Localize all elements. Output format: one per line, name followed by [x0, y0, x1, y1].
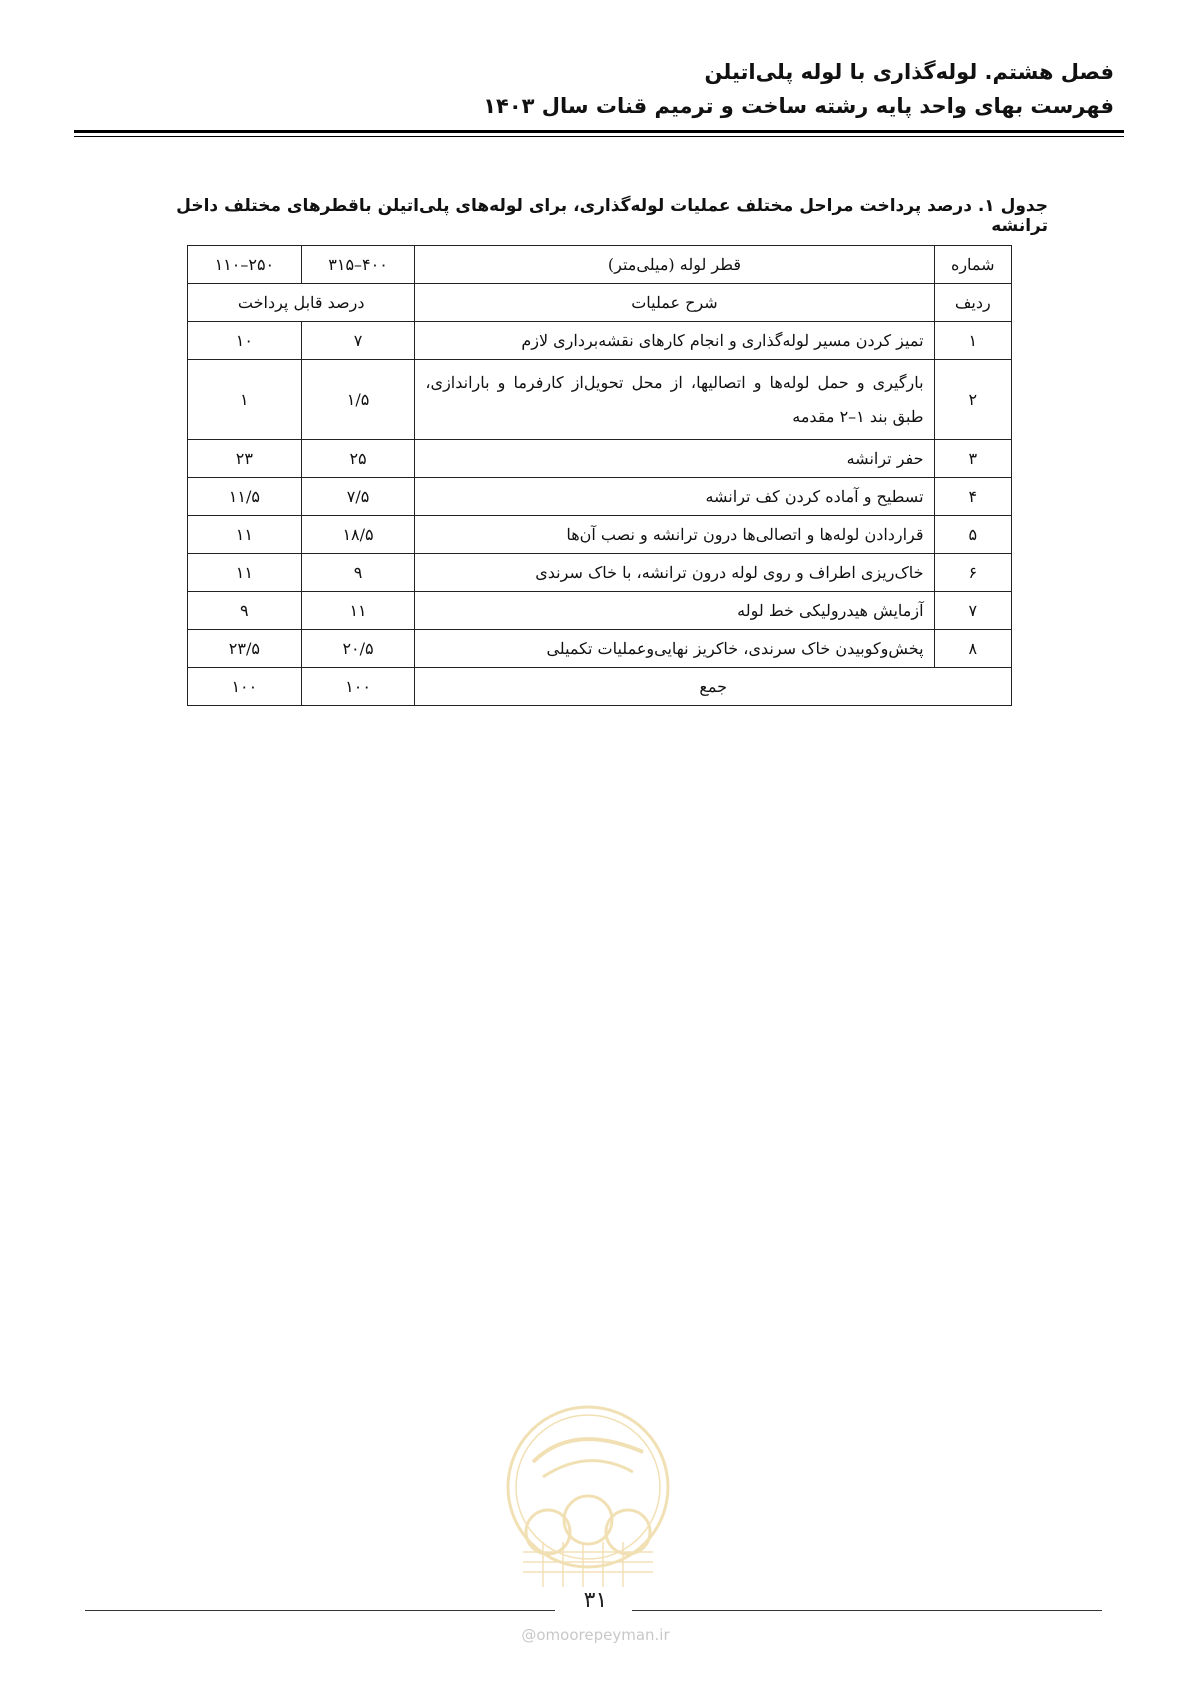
row-value-b: ۱: [188, 360, 302, 440]
total-value-a: ۱۰۰: [301, 668, 415, 706]
row-value-b: ۲۳/۵: [188, 630, 302, 668]
row-description: حفر ترانشه: [415, 440, 934, 478]
row-value-b: ۲۳: [188, 440, 302, 478]
header-operation: شرح عملیات: [415, 284, 934, 322]
row-value-b: ۱۰: [188, 322, 302, 360]
row-description: تسطیح و آماده کردن کف ترانشه: [415, 478, 934, 516]
row-number: ۵: [934, 516, 1011, 554]
header-diameter: قطر لوله (میلی‌متر): [415, 246, 934, 284]
header-col-a: ۴۰۰–۳۱۵: [301, 246, 415, 284]
row-value-a: ۷/۵: [301, 478, 415, 516]
row-description: بارگیری و حمل لوله‌ها و اتصالیها، از محل تحویل‌از کارفرما و باراندازی، طبق بند ۱–۲ مقدمه: [415, 360, 934, 440]
row-description: آزمایش هیدرولیکی خط لوله: [415, 592, 934, 630]
row-number: ۴: [934, 478, 1011, 516]
row-description: پخش‌وکوبیدن خاک سرندی، خاکریز نهایی‌وعملیات تکمیلی: [415, 630, 934, 668]
row-value-a: ۹: [301, 554, 415, 592]
row-value-a: ۲۰/۵: [301, 630, 415, 668]
table-row: [188, 360, 1012, 440]
table-row: [188, 554, 1012, 592]
row-value-b: ۱۱: [188, 516, 302, 554]
row-description: قراردادن لوله‌ها و اتصالی‌ها درون ترانشه و نصب آن‌ها: [415, 516, 934, 554]
header-row-number: شماره: [934, 246, 1011, 284]
document-subtitle: فهرست بهای واحد پایه رشته ساخت و ترمیم قنات سال ۱۴۰۳: [483, 94, 1114, 118]
row-value-b: ۹: [188, 592, 302, 630]
row-value-a: ۱۱: [301, 592, 415, 630]
header-rule-thin: [74, 136, 1124, 137]
total-label: جمع: [415, 668, 1012, 706]
table-header-row: [188, 246, 1012, 284]
table-row: [188, 592, 1012, 630]
omoore-peyman-logo-watermark: [503, 1402, 673, 1602]
table-row: [188, 322, 1012, 360]
row-value-a: ۱/۵: [301, 360, 415, 440]
site-watermark: @omoorepeyman.ir: [521, 1626, 670, 1644]
header-rule-thick: [74, 130, 1124, 133]
row-number: ۳: [934, 440, 1011, 478]
table-caption: جدول ۱. درصد پرداخت مراحل مختلف عملیات لوله‌گذاری، برای لوله‌های پلی‌اتیلن باقطرهای مختلف داخل ترانشه: [176, 196, 1048, 236]
row-description: تمیز کردن مسیر لوله‌گذاری و انجام کارهای نقشه‌برداری لازم: [415, 322, 934, 360]
row-value-a: ۱۸/۵: [301, 516, 415, 554]
payment-percent-table: [187, 245, 1012, 706]
row-value-a: ۲۵: [301, 440, 415, 478]
header-row-label: ردیف: [934, 284, 1011, 322]
table-row: [188, 478, 1012, 516]
header-col-b: ۲۵۰–۱۱۰: [188, 246, 302, 284]
row-number: ۸: [934, 630, 1011, 668]
row-number: ۷: [934, 592, 1011, 630]
table-subheader-row: [188, 284, 1012, 322]
row-value-a: ۷: [301, 322, 415, 360]
page-number: ۳۱: [583, 1588, 608, 1613]
header-percent: درصد قابل پرداخت: [188, 284, 415, 322]
total-value-b: ۱۰۰: [188, 668, 302, 706]
table-row: [188, 440, 1012, 478]
row-number: ۱: [934, 322, 1011, 360]
table-row: [188, 516, 1012, 554]
table-row: [188, 630, 1012, 668]
chapter-title: فصل هشتم. لوله‌گذاری با لوله پلی‌اتیلن: [704, 60, 1114, 84]
row-number: ۲: [934, 360, 1011, 440]
page-header: [74, 55, 1114, 123]
row-number: ۶: [934, 554, 1011, 592]
row-description: خاک‌ریزی اطراف و روی لوله درون ترانشه، با خاک سرندی: [415, 554, 934, 592]
row-value-b: ۱۱: [188, 554, 302, 592]
table-total-row: [188, 668, 1012, 706]
row-value-b: ۱۱/۵: [188, 478, 302, 516]
